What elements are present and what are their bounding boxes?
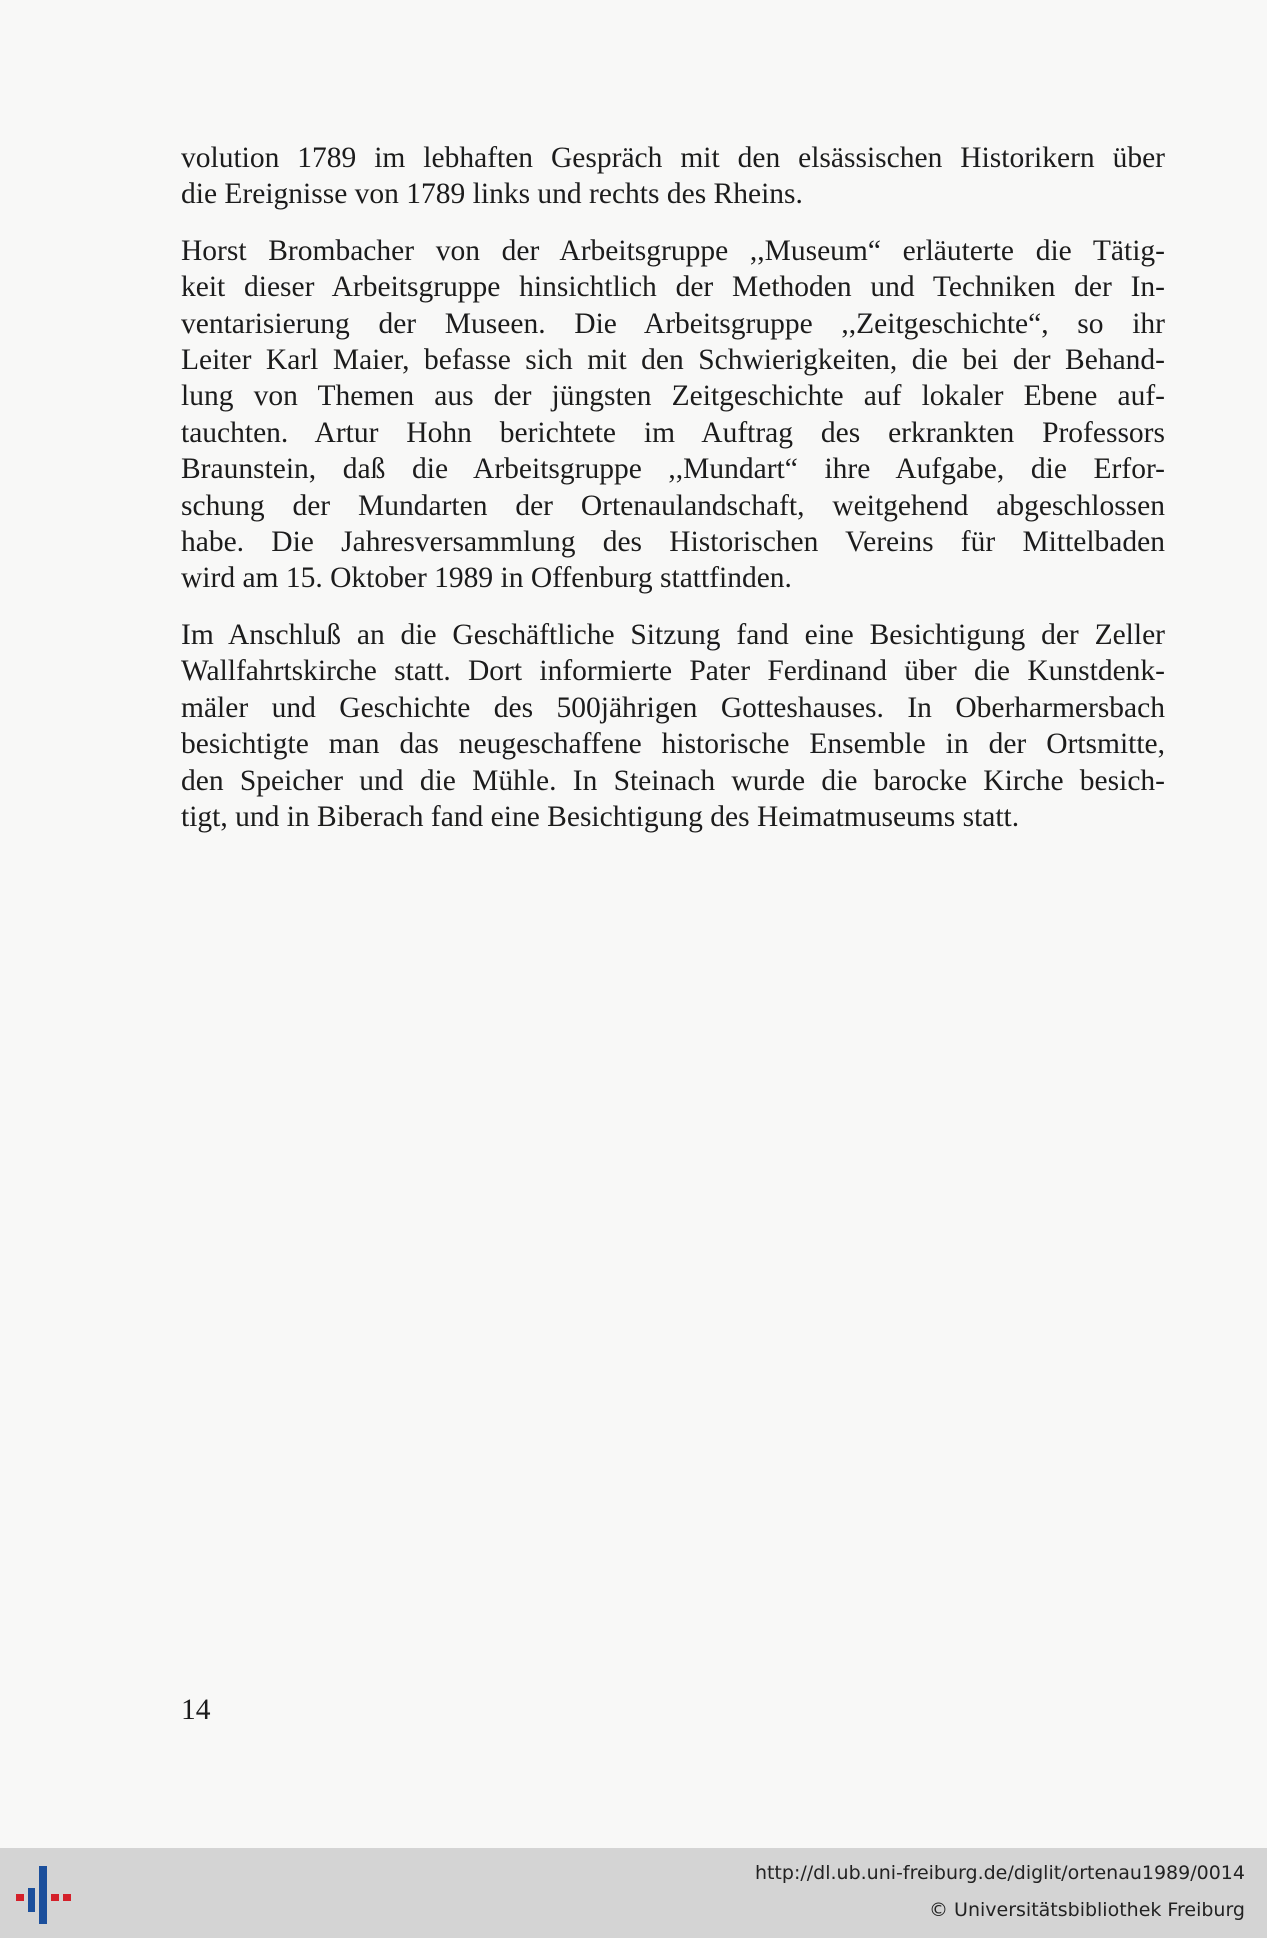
- body-text: [181, 140, 1165, 855]
- footer-bar: [0, 1848, 1267, 1938]
- text-line: besichtigte man das neugeschaffene historische Ensemble in der Ortsmitte,: [181, 728, 1165, 761]
- text-line: Leiter Karl Maier, befasse sich mit den Schwierigkeiten, die bei der Behand-: [181, 344, 1165, 377]
- text-line: den Speicher und die Mühle. In Steinach wurde die barocke Kirche besich-: [181, 764, 1165, 797]
- text-line: keit dieser Arbeitsgruppe hinsichtlich der Methoden und Techniken der In-: [181, 271, 1165, 304]
- paragraph-2: [181, 233, 1165, 597]
- text-line: Im Anschluß an die Geschäftliche Sitzung fand eine Besichtigung der Zeller: [181, 618, 1165, 651]
- source-url-link[interactable]: http://dl.ub.uni-freiburg.de/diglit/ortenau1989/0014: [754, 1862, 1245, 1884]
- text-line: Wallfahrtskirche statt. Dort informierte Pater Ferdinand über die Kunstdenk-: [181, 655, 1165, 688]
- text-line: tauchten. Artur Hohn berichtete im Auftrag des erkrankten Professors: [181, 416, 1165, 449]
- paragraph-1: [181, 140, 1165, 213]
- text-line: mäler und Geschichte des 500jährigen Gotteshauses. In Oberharmersbach: [181, 691, 1165, 724]
- text-line: wird am 15. Oktober 1989 in Offenburg stattfinden.: [181, 562, 792, 595]
- text-line: habe. Die Jahresversammlung des Historischen Vereins für Mittelbaden: [181, 526, 1165, 559]
- ub-freiburg-logo-icon: [14, 1860, 84, 1926]
- paragraph-3: [181, 617, 1165, 835]
- text-line: Braunstein, daß die Arbeitsgruppe ,,Mundart“ ihre Aufgabe, die Erfor-: [181, 453, 1165, 486]
- page-number: 14: [181, 1694, 211, 1726]
- text-line: Horst Brombacher von der Arbeitsgruppe ,,Museum“ erläuterte die Tätig-: [181, 234, 1165, 267]
- text-line: volution 1789 im lebhaften Gespräch mit den elsässischen Historikern über: [181, 142, 1165, 174]
- text-line: die Ereignisse von 1789 links und rechts des Rheins.: [181, 178, 803, 211]
- text-line: schung der Mundarten der Ortenaulandschaft, weitgehend abgeschlossen: [181, 489, 1165, 522]
- copyright-notice: © Universitätsbibliothek Freiburg: [929, 1899, 1245, 1921]
- text-line: ventarisierung der Museen. Die Arbeitsgruppe ,,Zeitgeschichte“, so ihr: [181, 307, 1165, 340]
- text-line: tigt, und in Biberach fand eine Besichtigung des Heimatmuseums statt.: [181, 800, 1020, 833]
- text-line: lung von Themen aus der jüngsten Zeitgeschichte auf lokaler Ebene auf-: [181, 380, 1165, 413]
